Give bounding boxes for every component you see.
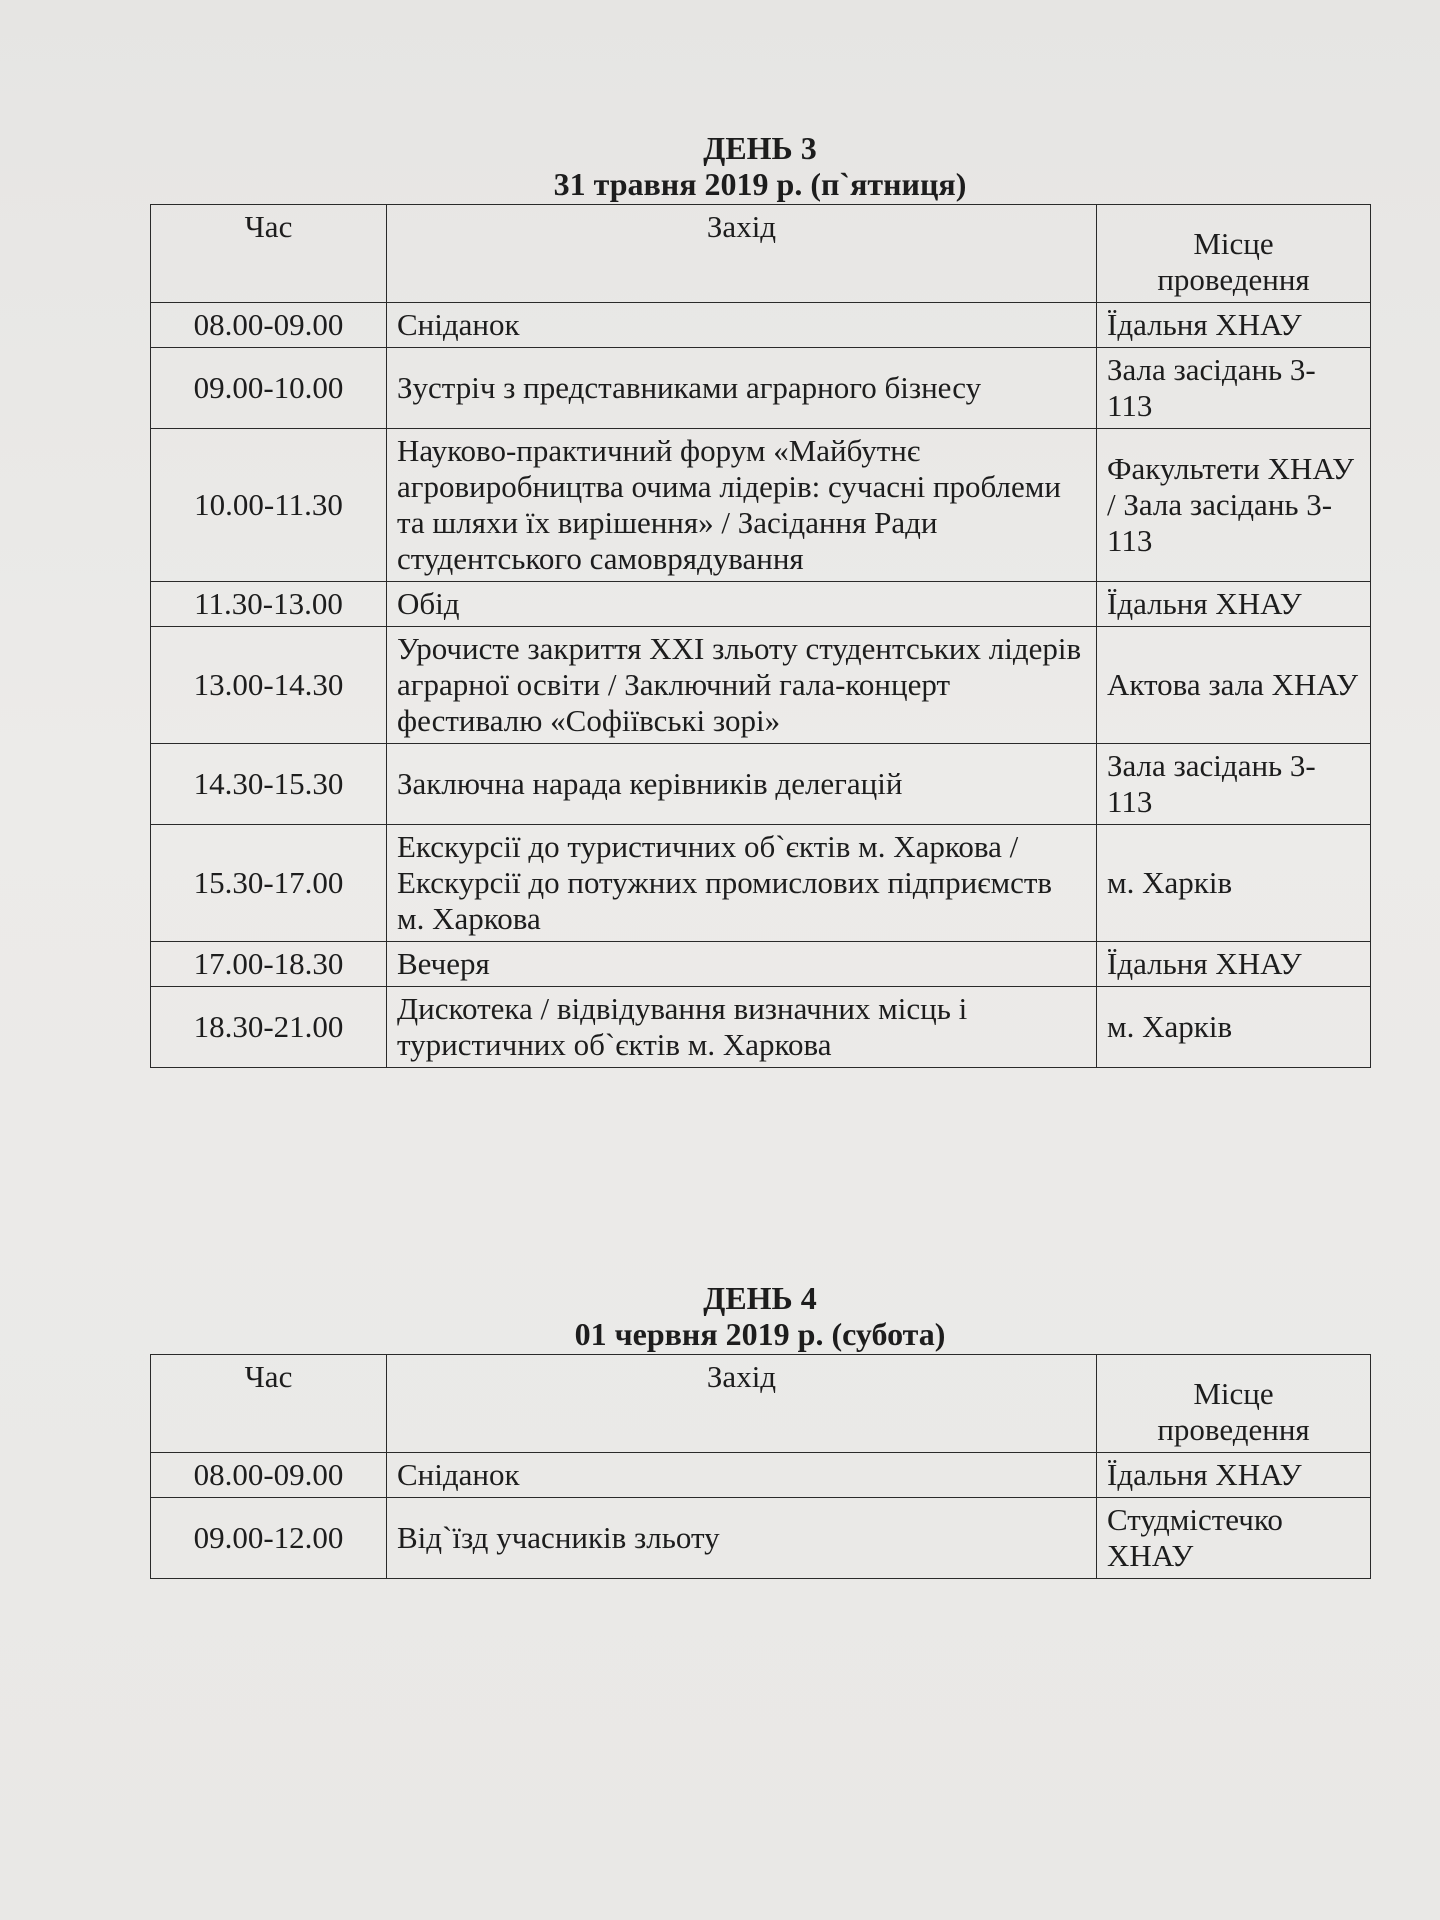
time-cell: 13.00-14.30 <box>151 627 387 744</box>
column-header-place <box>1097 1355 1371 1453</box>
table-row <box>151 942 1371 987</box>
column-header-place-line1: Місце <box>1193 1376 1274 1411</box>
event-cell: Заключна нарада керівників делегацій <box>387 744 1097 825</box>
table-row <box>151 627 1371 744</box>
column-header-event <box>387 205 1097 303</box>
day-3-schedule-table <box>150 204 1371 1068</box>
time-cell: 09.00-12.00 <box>151 1498 387 1579</box>
event-cell: Сніданок <box>387 303 1097 348</box>
time-cell: 18.30-21.00 <box>151 987 387 1068</box>
place-cell: м. Харків <box>1097 825 1371 942</box>
place-cell: м. Харків <box>1097 987 1371 1068</box>
event-cell: Від`їзд учасників зльоту <box>387 1498 1097 1579</box>
day-3-title: ДЕНЬ 3 <box>703 130 817 166</box>
time-cell: 15.30-17.00 <box>151 825 387 942</box>
column-header-time <box>151 1355 387 1453</box>
column-header-event-label: Захід <box>706 1359 777 1394</box>
table-row <box>151 825 1371 942</box>
place-cell: Актова зала ХНАУ <box>1097 627 1371 744</box>
place-cell: Їдальня ХНАУ <box>1097 942 1371 987</box>
place-cell: Зала засідань 3-113 <box>1097 348 1371 429</box>
table-header-row <box>151 205 1371 303</box>
column-header-place-line2: проведення <box>1157 262 1310 297</box>
time-cell: 08.00-09.00 <box>151 1453 387 1498</box>
column-header-place-line1: Місце <box>1193 226 1274 261</box>
place-cell: Їдальня ХНАУ <box>1097 1453 1371 1498</box>
column-header-place <box>1097 205 1371 303</box>
place-cell: Зала засідань 3-113 <box>1097 744 1371 825</box>
event-cell: Сніданок <box>387 1453 1097 1498</box>
day-4-date: 01 червня 2019 р. (субота) <box>574 1316 946 1352</box>
column-header-event <box>387 1355 1097 1453</box>
column-header-time-label: Час <box>244 209 293 244</box>
place-cell: Їдальня ХНАУ <box>1097 303 1371 348</box>
time-cell: 09.00-10.00 <box>151 348 387 429</box>
day-3-section <box>150 130 1370 1068</box>
time-cell: 10.00-11.30 <box>151 429 387 582</box>
day-4-section <box>150 1280 1370 1579</box>
table-header-row <box>151 1355 1371 1453</box>
table-row <box>151 429 1371 582</box>
time-cell: 11.30-13.00 <box>151 582 387 627</box>
event-cell: Вечеря <box>387 942 1097 987</box>
event-cell: Зустріч з представниками аграрного бізнесу <box>387 348 1097 429</box>
day-3-date: 31 травня 2019 р. (п`ятниця) <box>553 166 967 202</box>
column-header-time <box>151 205 387 303</box>
event-cell: Обід <box>387 582 1097 627</box>
place-cell: Факультети ХНАУ / Зала засідань 3-113 <box>1097 429 1371 582</box>
column-header-time-label: Час <box>244 1359 293 1394</box>
column-header-event-label: Захід <box>706 209 777 244</box>
event-cell: Науково-практичний форум «Майбутнє агровиробництва очима лідерів: сучасні проблеми та шляхи їх вирішення» / Засідання Ради студентського самоврядування <box>387 429 1097 582</box>
table-row <box>151 348 1371 429</box>
table-row <box>151 987 1371 1068</box>
column-header-place-line2: проведення <box>1157 1412 1310 1447</box>
table-row <box>151 744 1371 825</box>
table-row <box>151 1498 1371 1579</box>
day-4-schedule-table <box>150 1354 1371 1579</box>
place-cell: Студмістечко ХНАУ <box>1097 1498 1371 1579</box>
time-cell: 17.00-18.30 <box>151 942 387 987</box>
time-cell: 08.00-09.00 <box>151 303 387 348</box>
table-row <box>151 582 1371 627</box>
table-row <box>151 1453 1371 1498</box>
table-row <box>151 303 1371 348</box>
event-cell: Урочисте закриття XXI зльоту студентських лідерів аграрної освіти / Заключний гала-концерт фестивалю «Софіївські зорі» <box>387 627 1097 744</box>
event-cell: Дискотека / відвідування визначних місць і туристичних об`єктів м. Харкова <box>387 987 1097 1068</box>
day-4-title: ДЕНЬ 4 <box>703 1280 817 1316</box>
time-cell: 14.30-15.30 <box>151 744 387 825</box>
event-cell: Екскурсії до туристичних об`єктів м. Харкова / Екскурсії до потужних промислових підприємств м. Харкова <box>387 825 1097 942</box>
place-cell: Їдальня ХНАУ <box>1097 582 1371 627</box>
